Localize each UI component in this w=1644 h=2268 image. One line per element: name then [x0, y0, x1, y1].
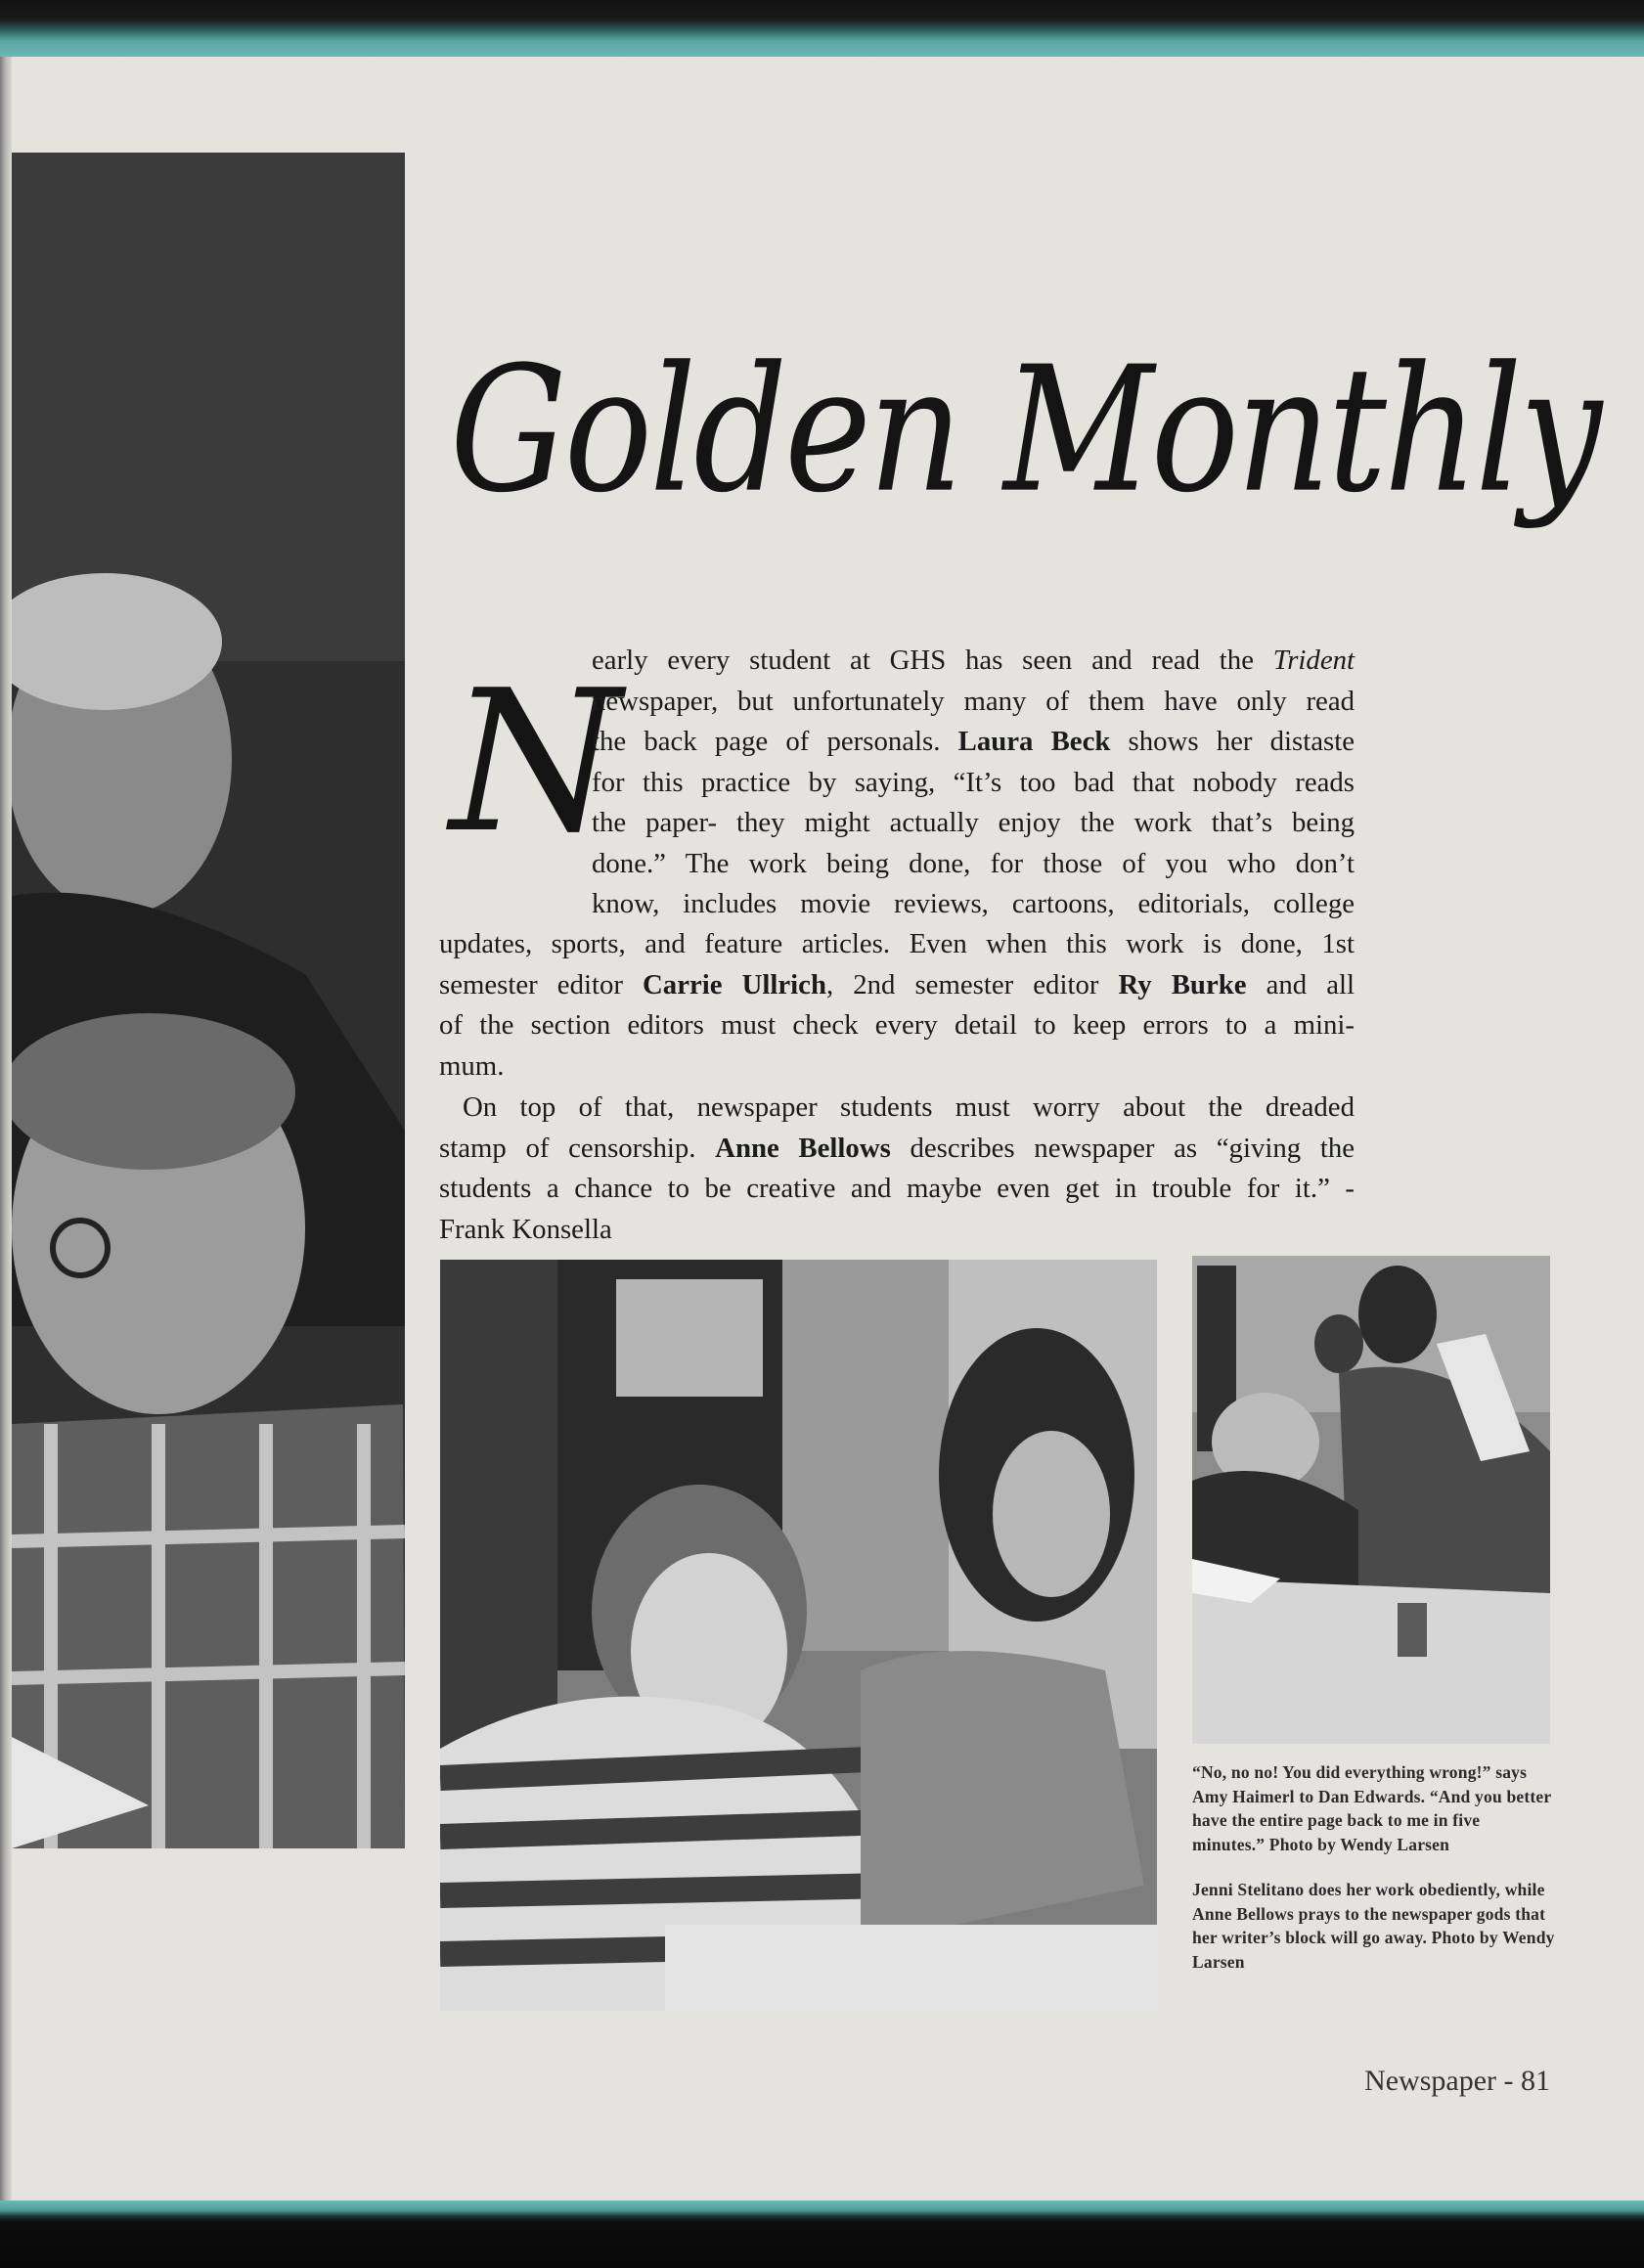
photo-caption-2: Jenni Stelitano does her work obediently, while Anne Bellows prays to the newspaper gods that her writer’s block will go away. Photo by Wendy Larsen — [1192, 1880, 1555, 1972]
article-line: the paper- they might actually enjoy the work that’s being — [592, 807, 1355, 838]
article-line: of the section editors must check every detail to keep errors to a mini- — [439, 1009, 1355, 1041]
article-line: know, includes movie reviews, cartoons, editorials, college — [592, 888, 1355, 919]
article-line: done.” The work being done, for those of you who don’t — [592, 847, 1355, 879]
article-line: Frank Konsella — [439, 1213, 612, 1245]
page-bottom-border — [0, 2201, 1644, 2268]
drop-cap-letter: N — [450, 648, 621, 876]
article-paragraph-2 — [439, 1088, 1355, 1250]
page-title: Golden Monthly — [450, 330, 1600, 532]
photo-editor-checking — [1192, 1256, 1550, 1744]
article-line: mum. — [439, 1049, 505, 1082]
article-line: early every student at GHS has seen and read the Trident — [592, 645, 1355, 676]
name-anne-bellows: Anne Bellows — [715, 1132, 891, 1164]
page-top-border — [0, 0, 1644, 57]
article-line: for this practice by saying, “It’s too bad that nobody reads — [592, 766, 1355, 798]
article-paragraph-1-continued — [439, 924, 1355, 1087]
article-line: updates, sports, and feature articles. Even when this work is done, 1st — [439, 928, 1355, 959]
photo-students-left — [12, 153, 405, 1848]
photo-caption-1: “No, no no! You did everything wrong!” says Amy Haimerl to Dan Edwards. “And you better have the entire page back to me in five minutes.” Photo by Wendy Larsen — [1192, 1762, 1552, 1854]
article-line: newspaper, but unfortunately many of them have only read — [592, 685, 1355, 717]
photo-left-illustration — [12, 153, 405, 1848]
page-binding-edge — [0, 57, 12, 2201]
name-carrie-ullrich: Carrie Ullrich — [643, 968, 826, 1001]
article-line: On top of that, newspaper students must worry about the dreaded — [463, 1091, 1355, 1123]
article-paragraph-1-intro — [592, 641, 1355, 925]
page-number: Newspaper - 81 — [1364, 2065, 1550, 2097]
article-line: semester editor Carrie Ullrich, 2nd semester editor Ry Burke and all — [439, 968, 1355, 1001]
name-laura-beck: Laura Beck — [957, 726, 1111, 757]
photo-right-illustration — [1192, 1256, 1550, 1744]
photo-center-illustration — [440, 1260, 1157, 2011]
article-line: stamp of censorship. Anne Bellows describes newspaper as “giving the — [439, 1132, 1355, 1164]
article-line: students a chance to be creative and maybe even get in trouble for it.” - — [439, 1173, 1355, 1204]
name-ry-burke: Ry Burke — [1118, 968, 1247, 1001]
photo-students-working — [440, 1260, 1157, 2011]
trident-title: Trident — [1272, 645, 1355, 676]
article-line: the back page of personals. Laura Beck shows her distaste — [592, 726, 1355, 757]
